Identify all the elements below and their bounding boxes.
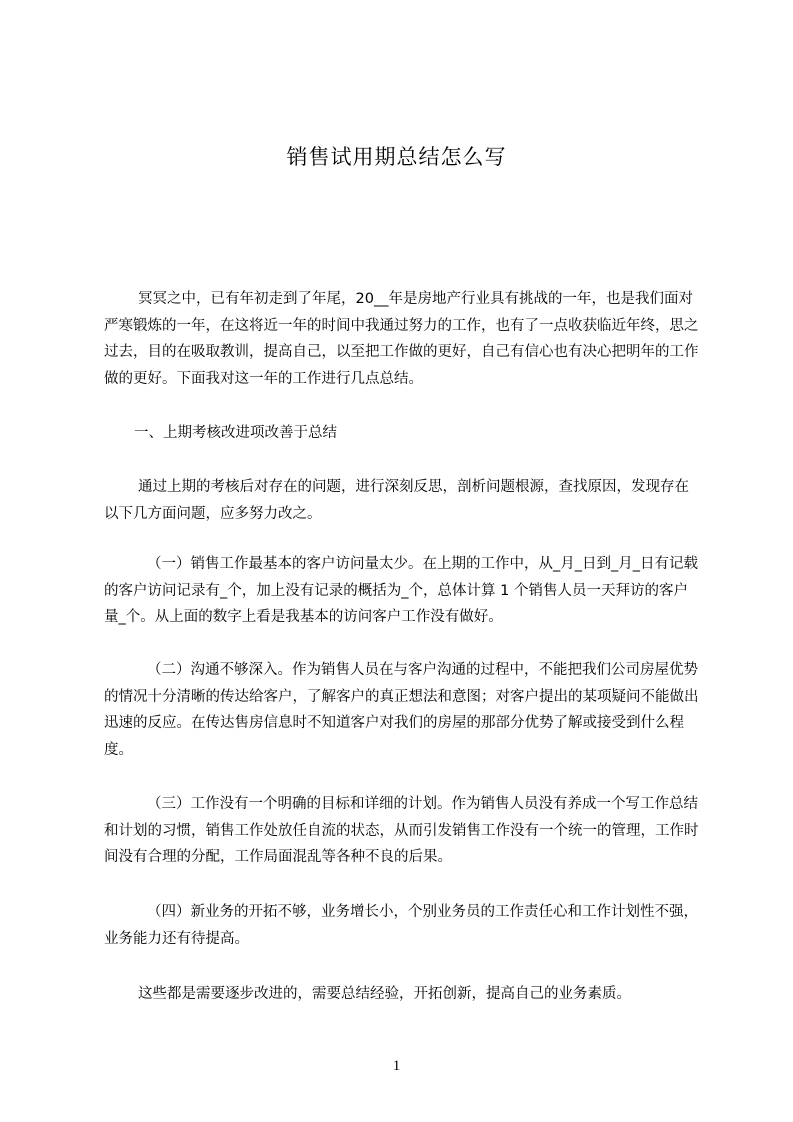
paragraph-item-1 [104,551,699,631]
paragraph-text: （四）新业务的开拓不够，业务增长小，个别业务员的工作责任心和工作计划性不强，业务能力还有待提高。 [104,904,698,947]
paragraph-item-3 [104,791,699,871]
paragraph-text: 这些都是需要逐步改进的，需要总结经验，开拓创新，提高自己的业务素质。 [138,986,631,1002]
document-title: 销售试用期总结怎么写 [286,145,507,169]
paragraph-intro [104,286,699,392]
paragraph-text: （一）销售工作最基本的客户访问量太少。在上期的工作中，从_月_日到_月_日有记载的客户访问记录有_个，加上没有记录的概括为_个，总体计算 1 个销售人员一天拜访的客户量_个。从上面的数字上看是我基本的访问客户工作没有做好。 [104,556,698,625]
paragraph-text: 冥冥之中，已有年初走到了年尾，20__年是房地产行业具有挑战的一年，也是我们面对严寒锻炼的一年，在这将近一年的时间中我通过努力的工作，也有了一点收获临近年终，思之过去，目的在吸取教训，提高自己，以至把工作做的更好，自己有信心也有决心把明年的工作做的更好。下面我对这一年的工作进行几点总结。 [104,291,699,387]
paragraph-item-4 [104,899,699,952]
paragraph-problems [104,474,699,527]
paragraph-text: 通过上期的考核后对存在的问题，进行深刻反思，剖析问题根源，查找原因，发现存在以下几方面问题，应多努力改之。 [104,479,689,522]
paragraph-item-2 [104,657,699,763]
section-heading-text: 一、上期考核改进项改善于总结 [134,425,337,441]
paragraph-text: （二）沟通不够深入。作为销售人员在与客户沟通的过程中，不能把我们公司房屋优势的情况十分清晰的传达给客户，了解客户的真正想法和意图；对客户提出的某项疑问不能做出迅速的反应。在传达售房信息时不知道客户对我们的房屋的那部分优势了解或接受到什么程度。 [104,662,699,758]
paragraph-conclusion [104,981,699,1008]
paragraph-text: （三）工作没有一个明确的目标和详细的计划。作为销售人员没有养成一个写工作总结和计划的习惯，销售工作处放任自流的状态，从而引发销售工作没有一个统一的管理，工作时间没有合理的分配，工作局面混乱等各种不良的后果。 [104,796,699,865]
section-heading [104,420,699,447]
page-number: 1 [392,1058,401,1074]
